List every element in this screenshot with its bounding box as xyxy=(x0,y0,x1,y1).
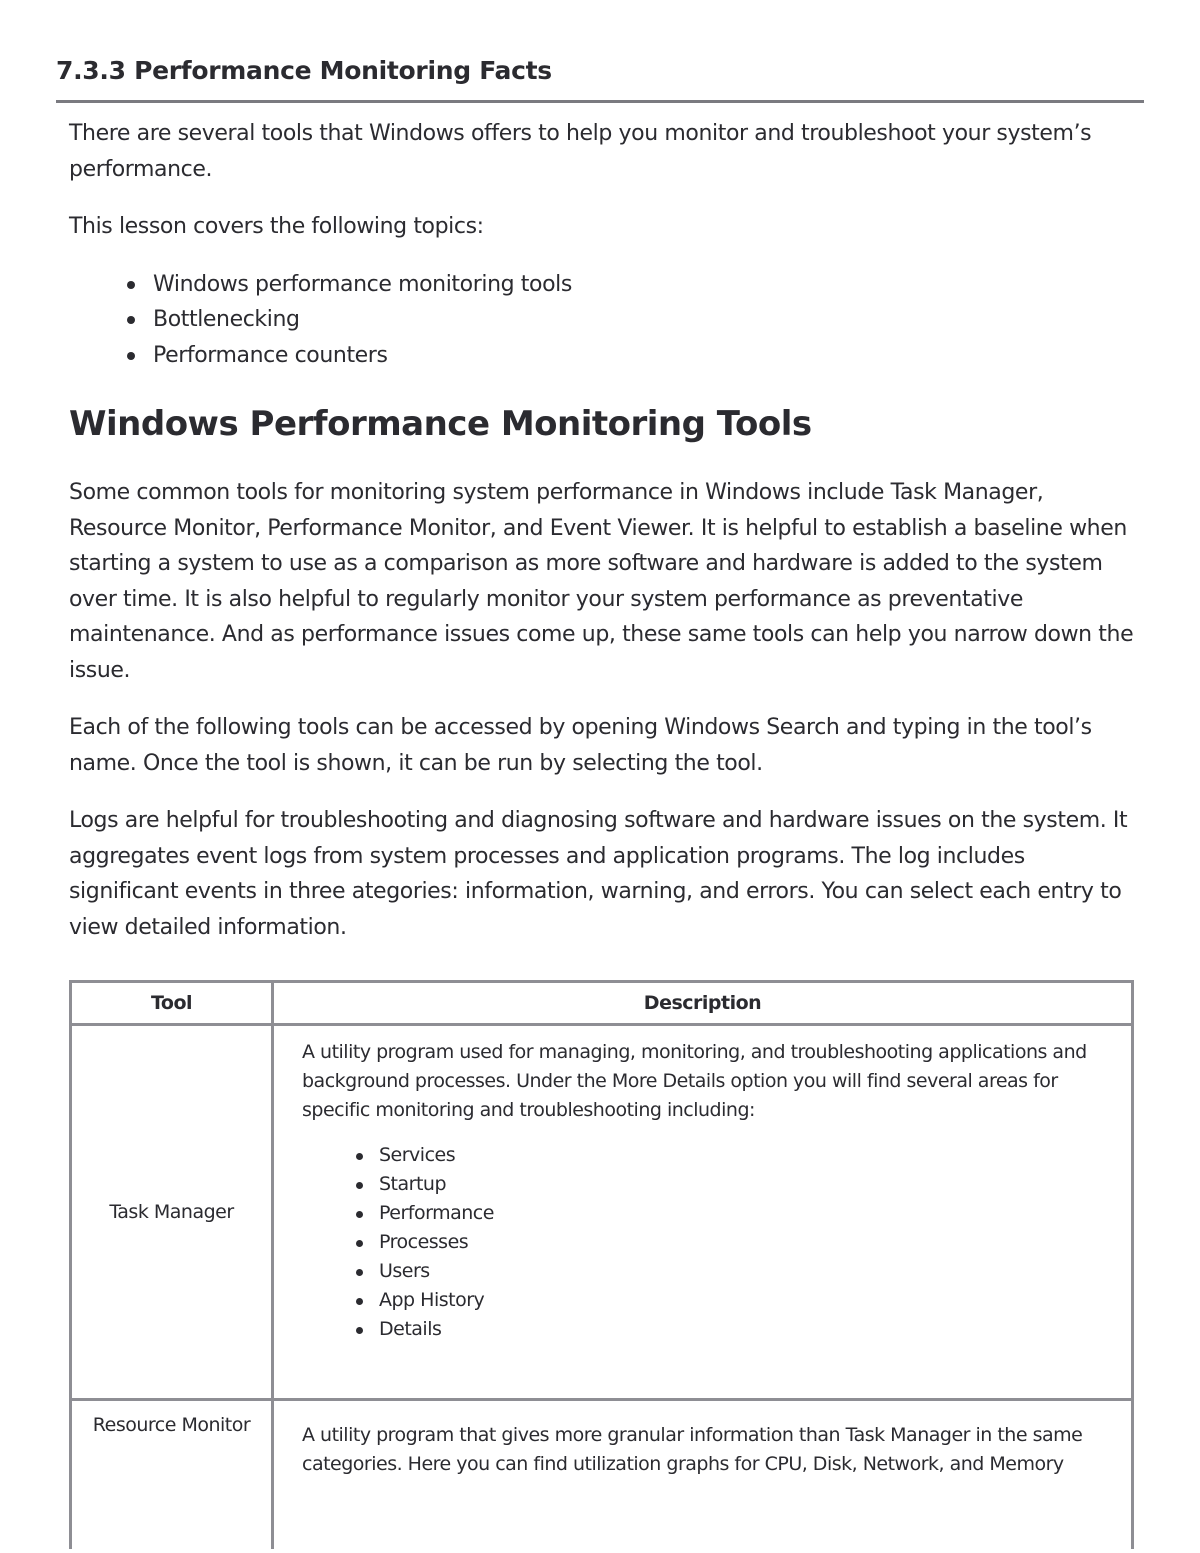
description-text: A utility program used for managing, monitoring, and troubleshooting applications and background processes. Under the More Details option you will find several areas for specific monitoring and troubleshooting including: xyxy=(302,1041,1087,1121)
section-paragraph: Some common tools for monitoring system performance in Windows include Task Manager, Resource Monitor, Performance Monitor, and Event Viewer. It is helpful to establish a baseline when starting a system to use as a comparison as more software and hardware is added to the system over time. It is also helpful to regularly monitor your system performance as preventative maintenance. And as performance issues come up, these same tools can help you narrow down the issue. xyxy=(69,480,1134,683)
area-item: Users xyxy=(379,1257,1103,1286)
topic-item: Windows performance monitoring tools xyxy=(153,267,1139,303)
section-paragraph: Logs are helpful for troubleshooting and diagnosing software and hardware issues on the system. It aggregates event logs from system processes and application programs. The log includes significant events in three ategories: information, warning, and errors. You can select each entry to view detailed information. xyxy=(69,808,1128,940)
area-item: Startup xyxy=(379,1170,1103,1199)
table-row xyxy=(71,1400,1133,1550)
table-header-row xyxy=(71,982,1133,1025)
tool-name: Resource Monitor xyxy=(71,1400,273,1550)
area-item: Performance xyxy=(379,1199,1103,1228)
area-item: Services xyxy=(379,1141,1103,1170)
column-header-description: Description xyxy=(273,982,1133,1025)
tool-description xyxy=(273,1025,1133,1400)
section-heading: Windows Performance Monitoring Tools xyxy=(69,404,812,444)
tools-table xyxy=(69,980,1134,1549)
area-item: Processes xyxy=(379,1228,1103,1257)
column-header-tool: Tool xyxy=(71,982,273,1025)
lesson-content xyxy=(69,116,1139,967)
description-text: A utility program that gives more granular information than Task Manager in the same categories. Here you can find utilization graphs for CPU, Disk, Network, and Memory xyxy=(302,1424,1083,1475)
topics-lead: This lesson covers the following topics: xyxy=(69,214,484,239)
area-list xyxy=(302,1141,1103,1344)
tool-description xyxy=(273,1400,1133,1550)
intro-paragraph: There are several tools that Windows offers to help you monitor and troubleshoot your system’s performance. xyxy=(69,121,1092,182)
section-paragraph: Each of the following tools can be accessed by opening Windows Search and typing in the tool’s name. Once the tool is shown, it can be run by selecting the tool. xyxy=(69,715,1092,776)
table-row xyxy=(71,1025,1133,1400)
topic-item: Bottlenecking xyxy=(153,302,1139,338)
topic-list xyxy=(69,267,1139,374)
lesson-title: 7.3.3 Performance Monitoring Facts xyxy=(56,56,552,85)
tool-name: Task Manager xyxy=(71,1025,273,1400)
area-item: App History xyxy=(379,1286,1103,1315)
topic-item: Performance counters xyxy=(153,338,1139,374)
area-item: Details xyxy=(379,1315,1103,1344)
title-divider xyxy=(56,100,1144,103)
